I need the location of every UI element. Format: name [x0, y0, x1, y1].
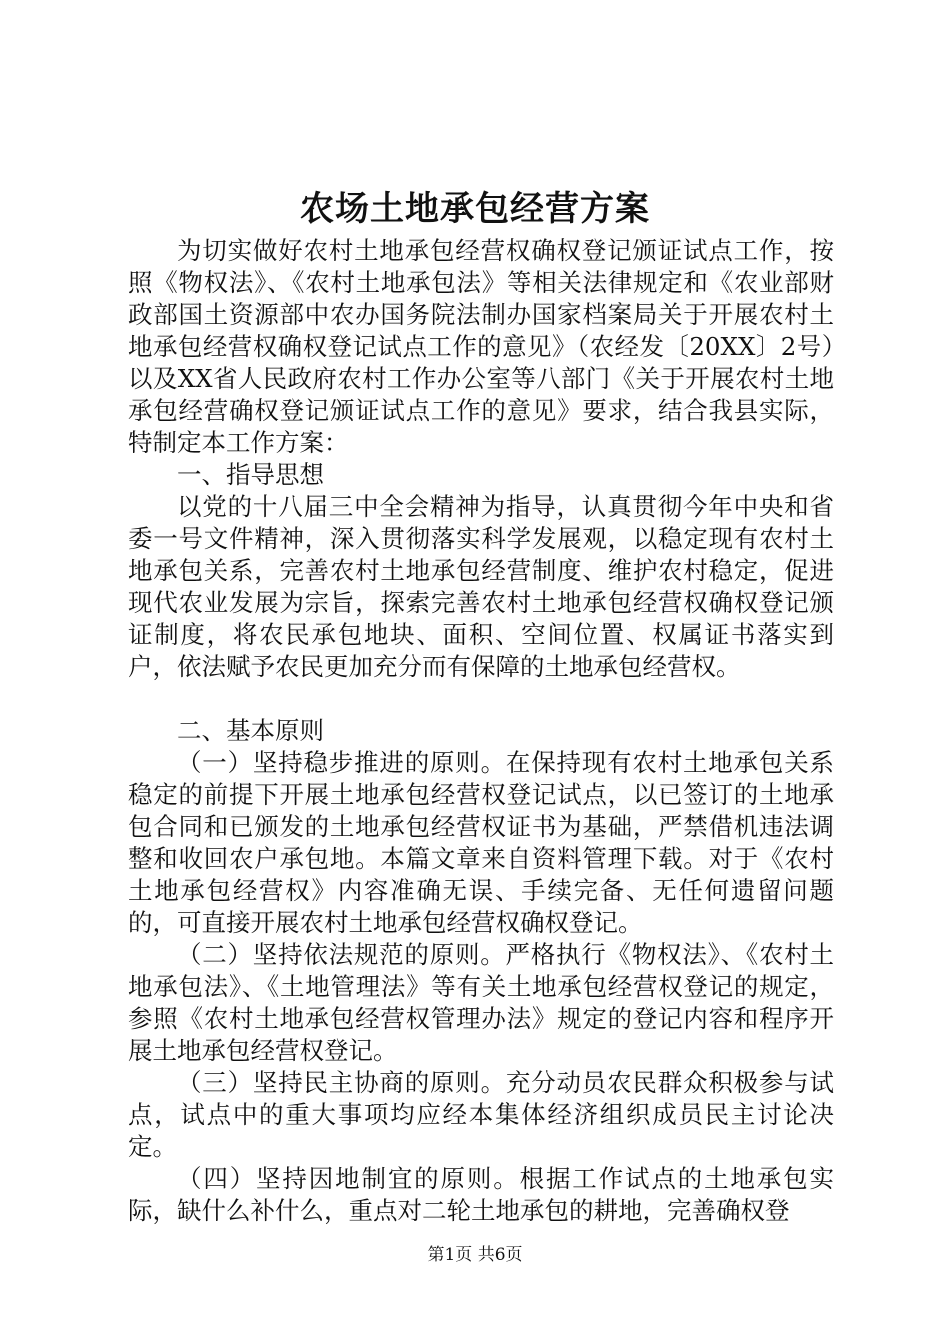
blank-line	[128, 683, 834, 715]
guiding-ideology-paragraph: 以党的十八届三中全会精神为指导，认真贯彻今年中央和省委一号文件精神，深入贯彻落实科学发展观，以稳定现有农村土地承包关系，完善农村土地承包经营制度、维护农村稳定，促进现代农业发展为宗旨，探索完善农村土地承包经营权确权登记颁证制度，将农民承包地块、面积、空间位置、权属证书落实到户，依法赋予农民更加充分而有保障的土地承包经营权。	[128, 492, 834, 681]
section-heading-basic-principles: 二、基本原则	[177, 716, 324, 745]
principle-1-paragraph: （一）坚持稳步推进的原则。在保持现有农村土地承包关系稳定的前提下开展土地承包经营权登记试点，以已签订的土地承包合同和已颁发的土地承包经营权证书为基础，严禁借机违法调整和收回农户承包地。本篇文章来自资料管理下载。对于《农村土地承包经营权》内容准确无误、手续完备、无任何遗留问题的，可直接开展农村土地承包经营权确权登记。	[128, 748, 834, 937]
section-heading-guiding-ideology: 一、指导思想	[177, 460, 324, 489]
document-title: 农场土地承包经营方案	[300, 189, 650, 229]
page-footer: 第1页 共6页	[427, 1245, 523, 1265]
principle-4-paragraph: （四）坚持因地制宜的原则。根据工作试点的土地承包实际，缺什么补什么，重点对二轮土地承包的耕地，完善确权登	[128, 1164, 834, 1225]
intro-paragraph: 为切实做好农村土地承包经营权确权登记颁证试点工作，按照《物权法》、《农村土地承包法》等相关法律规定和《农业部财政部国土资源部中农办国务院法制办国家档案局关于开展农村土地承包经营权确权登记试点工作的意见》（农经发〔20XX〕2号）以及XX省人民政府农村工作办公室等八部门《关于开展农村土地承包经营确权登记颁证试点工作的意见》要求，结合我县实际，特制定本工作方案：	[128, 236, 834, 457]
principle-2-paragraph: （二）坚持依法规范的原则。严格执行《物权法》、《农村土地承包法》、《土地管理法》等有关土地承包经营权登记的规定，参照《农村土地承包经营权管理办法》规定的登记内容和程序开展土地承包经营权登记。	[128, 940, 834, 1065]
principle-3-paragraph: （三）坚持民主协商的原则。充分动员农民群众积极参与试点，试点中的重大事项均应经本集体经济组织成员民主讨论决定。	[128, 1068, 834, 1161]
document-body	[128, 235, 834, 1227]
